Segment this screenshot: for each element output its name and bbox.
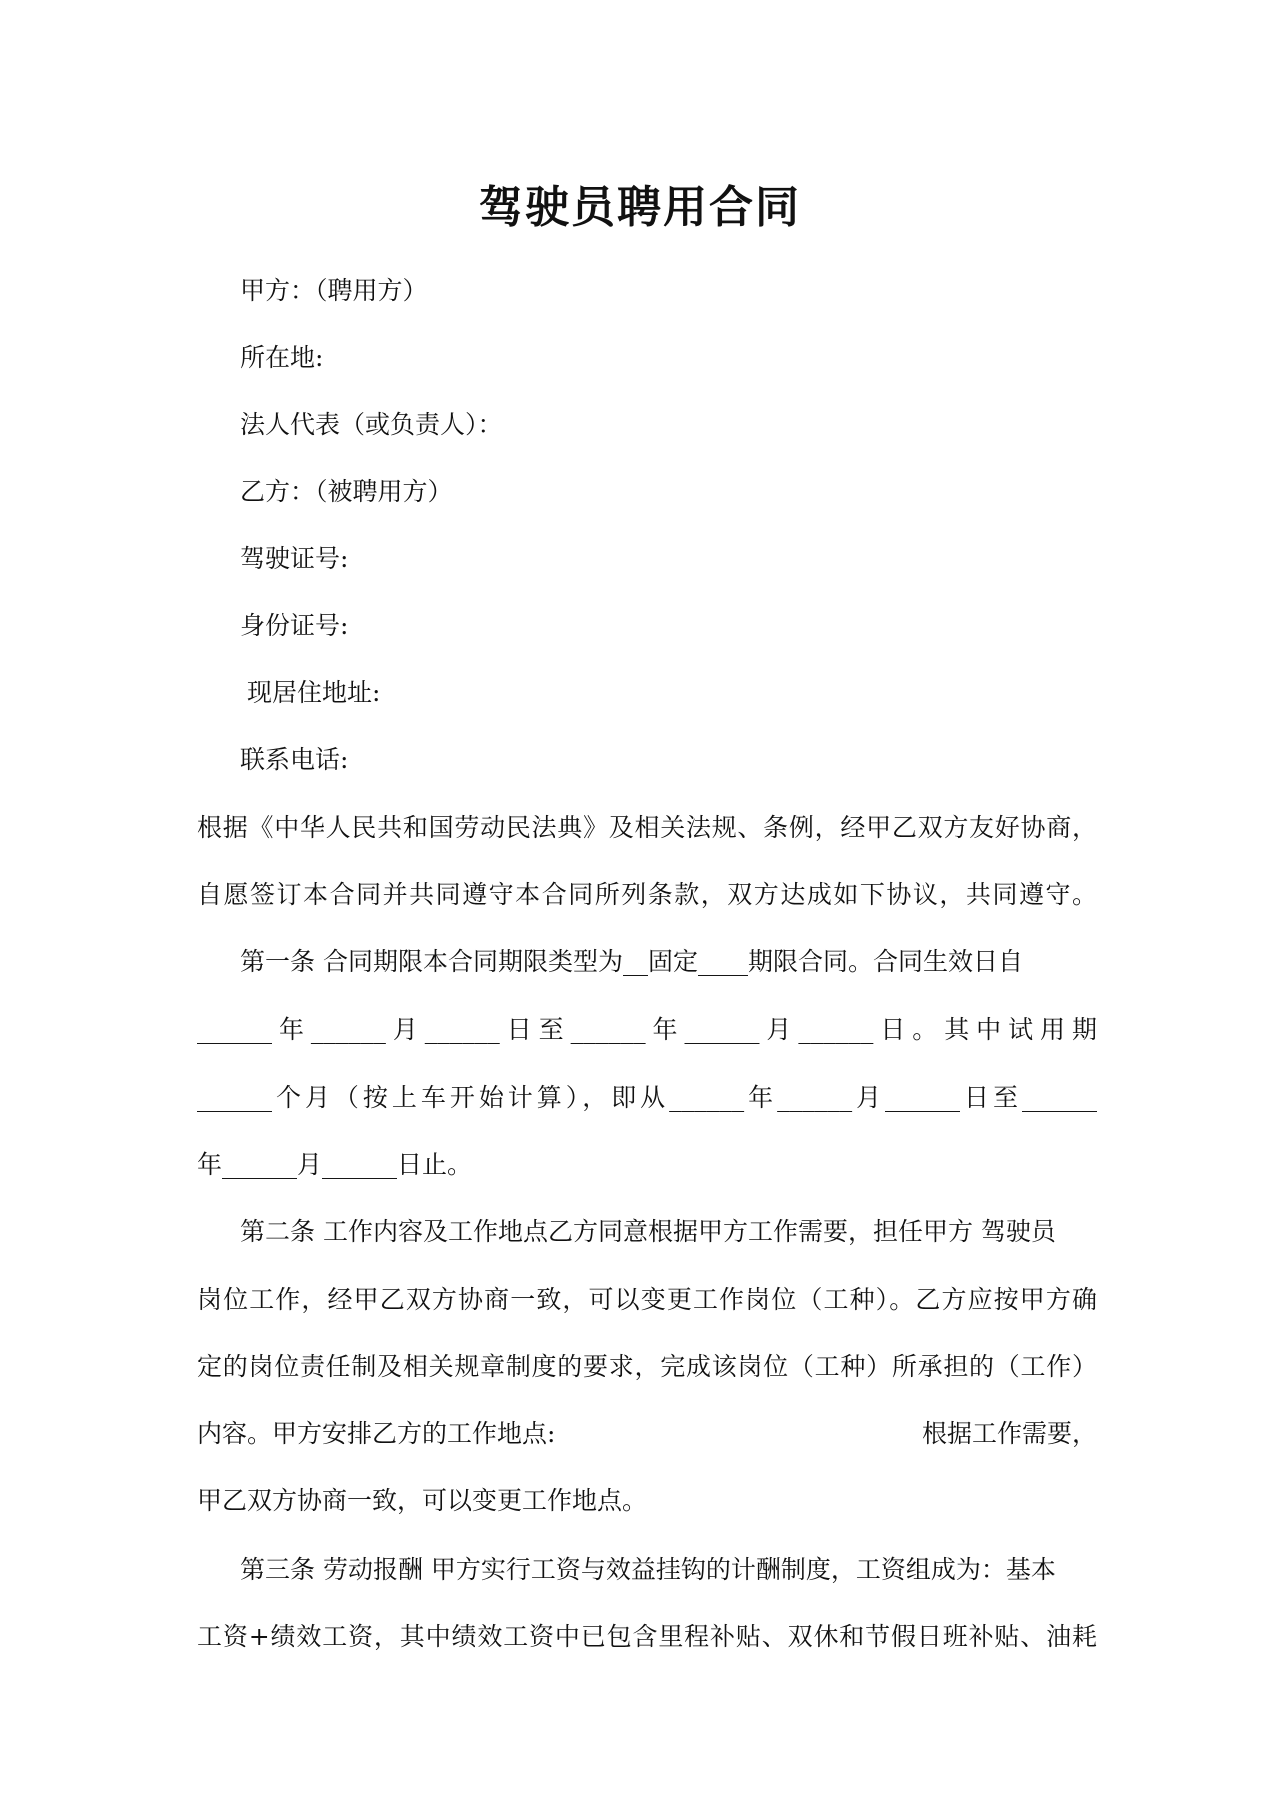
driver-license-field: 驾驶证号: (240, 544, 349, 573)
article2-line-5: 甲乙双方协商一致，可以变更工作地点。 (197, 1486, 648, 1515)
legal-representative-field: 法人代表（或负责人）： (240, 410, 503, 439)
document-title: 驾驶员聘用合同 (479, 182, 801, 233)
article3-line-2: 工资+绩效工资，其中绩效工资中已包含里程补贴、双休和节假日班补贴、油耗 (197, 1622, 1097, 1651)
article1-line-1: 第一条 合同期限本合同期限类型为__固定____期限合同。合同生效日自 (240, 947, 1023, 976)
article1-line-4: 年______月______日止。 (197, 1150, 473, 1179)
article2-line-2: 岗位工作，经甲乙双方协商一致，可以变更工作岗位（工种）。乙方应按甲方确 (197, 1285, 1097, 1314)
article2-line-4 (197, 1417, 1097, 1451)
article1-line-3: ______个月（按上车开始计算），即从______年______月______日至______ (197, 1083, 1097, 1112)
work-location-label: 内容。甲方安排乙方的工作地点: (197, 1419, 556, 1448)
preamble-line-2: 自愿签订本合同并共同遵守本合同所列条款，双方达成如下协议，共同遵守。 (197, 880, 1097, 909)
party-b-field: 乙方：（被聘用方） (240, 477, 453, 506)
phone-field: 联系电话: (240, 745, 349, 774)
address-field: 现居住地址: (247, 678, 381, 707)
article2-line-3: 定的岗位责任制及相关规章制度的要求，完成该岗位（工种）所承担的（工作） (197, 1352, 1097, 1381)
article3-line-1: 第三条 劳动报酬 甲方实行工资与效益挂钩的计酬制度，工资组成为：基本 (240, 1555, 1056, 1584)
article1-line-2: ______年______月______日至______年______月______日。其中试用期 (197, 1015, 1097, 1044)
party-a-field: 甲方：（聘用方） (240, 276, 428, 305)
preamble-line-1: 根据《中华人民共和国劳动民法典》及相关法规、条例，经甲乙双方友好协商， (197, 813, 1097, 842)
article2-line-1: 第二条 工作内容及工作地点乙方同意根据甲方工作需要，担任甲方 驾驶员 (240, 1217, 1056, 1246)
location-field: 所在地: (240, 343, 324, 372)
work-location-followup: 根据工作需要， (921, 1419, 1097, 1448)
id-number-field: 身份证号: (240, 611, 349, 640)
